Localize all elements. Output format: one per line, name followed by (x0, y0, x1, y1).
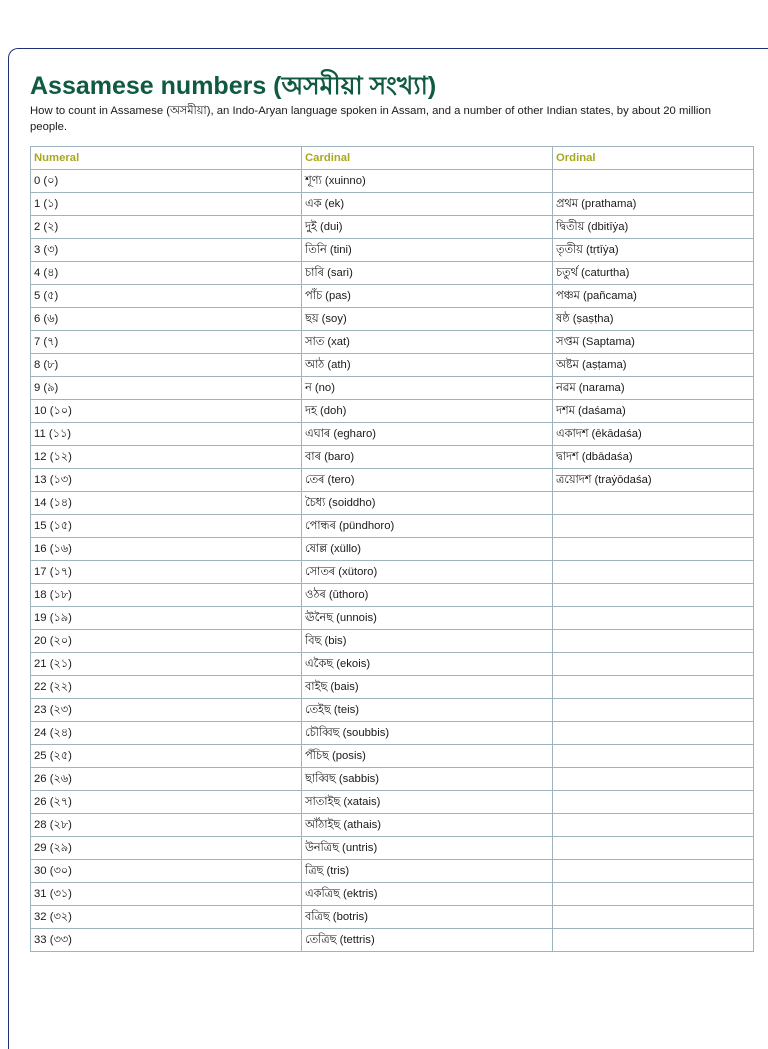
cardinal-cell: উনত্ৰিছ (untris) (302, 837, 553, 860)
ordinal-cell (553, 860, 754, 883)
ordinal-cell (553, 653, 754, 676)
ordinal-cell (553, 791, 754, 814)
cardinal-cell: ত্ৰিছ (tris) (302, 860, 553, 883)
ordinal-cell: দশম (daśama) (553, 400, 754, 423)
table-row (31, 423, 754, 446)
table-row (31, 538, 754, 561)
cardinal-cell: তেত্ৰিছ (tettris) (302, 929, 553, 952)
numeral-cell: 14 (১৪) (31, 492, 302, 515)
table-row (31, 469, 754, 492)
numeral-cell: 0 (০) (31, 170, 302, 193)
ordinal-cell: দ্বিতীয় (dbitīẏa) (553, 216, 754, 239)
table-row (31, 492, 754, 515)
numeral-cell: 23 (২৩) (31, 699, 302, 722)
page-title: Assamese numbers (অসমীয়া সংখ্যা) (30, 72, 437, 100)
table-row (31, 722, 754, 745)
table-row (31, 653, 754, 676)
ordinal-cell (553, 814, 754, 837)
numeral-cell: 33 (৩৩) (31, 929, 302, 952)
cardinal-cell: সাতাইছ (xatais) (302, 791, 553, 814)
numeral-cell: 20 (২০) (31, 630, 302, 653)
numeral-cell: 6 (৬) (31, 308, 302, 331)
numeral-cell: 18 (১৮) (31, 584, 302, 607)
numeral-cell: 22 (২২) (31, 676, 302, 699)
cardinal-cell: বাইছ (bais) (302, 676, 553, 699)
ordinal-cell (553, 561, 754, 584)
numeral-cell: 29 (২৯) (31, 837, 302, 860)
numeral-cell: 9 (৯) (31, 377, 302, 400)
ordinal-cell: চতুৰ্থ (caturtha) (553, 262, 754, 285)
ordinal-column-header: Ordinal (553, 147, 754, 170)
ordinal-cell (553, 837, 754, 860)
ordinal-cell (553, 722, 754, 745)
numeral-cell: 11 (১১) (31, 423, 302, 446)
numeral-cell: 31 (৩১) (31, 883, 302, 906)
table-row (31, 676, 754, 699)
numeral-cell: 4 (৪) (31, 262, 302, 285)
table-row (31, 193, 754, 216)
ordinal-cell (553, 768, 754, 791)
table-row (31, 630, 754, 653)
cardinal-cell: চৈধ্য (soiddho) (302, 492, 553, 515)
cardinal-cell: চাৰি (sari) (302, 262, 553, 285)
ordinal-cell (553, 538, 754, 561)
table-row (31, 515, 754, 538)
ordinal-cell (553, 676, 754, 699)
table-row (31, 446, 754, 469)
table-row (31, 607, 754, 630)
numeral-cell: 2 (২) (31, 216, 302, 239)
cardinal-cell: আঠ (ath) (302, 354, 553, 377)
ordinal-cell: দ্বাদশ (dbādaśa) (553, 446, 754, 469)
table-row (31, 699, 754, 722)
table-row (31, 837, 754, 860)
table-row (31, 745, 754, 768)
numeral-cell: 25 (২৫) (31, 745, 302, 768)
table-row (31, 768, 754, 791)
cardinal-cell: একৈছ (ekois) (302, 653, 553, 676)
numeral-cell: 1 (১) (31, 193, 302, 216)
cardinal-cell: এক (ek) (302, 193, 553, 216)
table-row (31, 883, 754, 906)
ordinal-cell: প্ৰথম (prathama) (553, 193, 754, 216)
table-row (31, 354, 754, 377)
cardinal-column-header: Cardinal (302, 147, 553, 170)
numeral-cell: 13 (১৩) (31, 469, 302, 492)
numeral-cell: 10 (১০) (31, 400, 302, 423)
ordinal-cell (553, 699, 754, 722)
numeral-cell: 32 (৩২) (31, 906, 302, 929)
ordinal-cell: ষষ্ঠ (ṣaṣṭha) (553, 308, 754, 331)
ordinal-cell: নৱম (narama) (553, 377, 754, 400)
cardinal-cell: ন (no) (302, 377, 553, 400)
table-row (31, 308, 754, 331)
ordinal-cell (553, 607, 754, 630)
cardinal-cell: দহ (doh) (302, 400, 553, 423)
ordinal-cell (553, 929, 754, 952)
numeral-cell: 26 (২৭) (31, 791, 302, 814)
cardinal-cell: ছাব্বিছ (sabbis) (302, 768, 553, 791)
numeral-cell: 24 (২৪) (31, 722, 302, 745)
ordinal-cell (553, 630, 754, 653)
numeral-cell: 7 (৭) (31, 331, 302, 354)
ordinal-cell (553, 906, 754, 929)
table-row (31, 216, 754, 239)
table-row (31, 929, 754, 952)
numeral-cell: 16 (১৬) (31, 538, 302, 561)
cardinal-cell: শূণ্য (xuinno) (302, 170, 553, 193)
numeral-cell: 15 (১৫) (31, 515, 302, 538)
table-row (31, 906, 754, 929)
cardinal-cell: সাত (xat) (302, 331, 553, 354)
numeral-cell: 12 (১২) (31, 446, 302, 469)
cardinal-cell: বিছ (bis) (302, 630, 553, 653)
table-row (31, 377, 754, 400)
numeral-cell: 26 (২৬) (31, 768, 302, 791)
cardinal-cell: এঘাৰ (egharo) (302, 423, 553, 446)
ordinal-cell: ত্ৰয়োদশ (traẏōdaśa) (553, 469, 754, 492)
cardinal-cell: বত্ৰিছ (botris) (302, 906, 553, 929)
table-row (31, 561, 754, 584)
table-row (31, 262, 754, 285)
table-header-row (31, 147, 754, 170)
numeral-cell: 30 (৩০) (31, 860, 302, 883)
cardinal-cell: বাৰ (baro) (302, 446, 553, 469)
cardinal-cell: ঊনৈছ (unnois) (302, 607, 553, 630)
cardinal-cell: তিনি (tini) (302, 239, 553, 262)
ordinal-cell: সপ্তম (Saptama) (553, 331, 754, 354)
table-row (31, 860, 754, 883)
ordinal-cell: একাদশ (ēkādaśa) (553, 423, 754, 446)
ordinal-cell: অষ্টম (aṣṭama) (553, 354, 754, 377)
table-row (31, 791, 754, 814)
table-row (31, 170, 754, 193)
table-row (31, 285, 754, 308)
table-row (31, 331, 754, 354)
cardinal-cell: পোন্ধৰ (pündhoro) (302, 515, 553, 538)
cardinal-cell: দুই (dui) (302, 216, 553, 239)
ordinal-cell (553, 170, 754, 193)
cardinal-cell: চৌব্বিছ (soubbis) (302, 722, 553, 745)
numbers-table (30, 146, 754, 952)
table-row (31, 239, 754, 262)
ordinal-cell (553, 883, 754, 906)
numeral-cell: 3 (৩) (31, 239, 302, 262)
cardinal-cell: সোতৰ (xütoro) (302, 561, 553, 584)
ordinal-cell: পঞ্চম (pañcama) (553, 285, 754, 308)
cardinal-cell: ওঠৰ (ūthoro) (302, 584, 553, 607)
table-body (31, 170, 754, 952)
table-row (31, 814, 754, 837)
ordinal-cell (553, 745, 754, 768)
numeral-cell: 21 (২১) (31, 653, 302, 676)
numeral-cell: 5 (৫) (31, 285, 302, 308)
ordinal-cell: তৃতীয় (tṛtīẏa) (553, 239, 754, 262)
cardinal-cell: পঁচিছ (posis) (302, 745, 553, 768)
cardinal-cell: আঁঠাইছ (athais) (302, 814, 553, 837)
numeral-cell: 8 (৮) (31, 354, 302, 377)
numeral-cell: 19 (১৯) (31, 607, 302, 630)
ordinal-cell (553, 492, 754, 515)
numeral-cell: 28 (২৮) (31, 814, 302, 837)
numeral-cell: 17 (১৭) (31, 561, 302, 584)
cardinal-cell: ষোল্ল (xüllo) (302, 538, 553, 561)
cardinal-cell: তেৰ (tero) (302, 469, 553, 492)
cardinal-cell: ছয় (soy) (302, 308, 553, 331)
table-row (31, 400, 754, 423)
numeral-column-header: Numeral (31, 147, 302, 170)
ordinal-cell (553, 584, 754, 607)
intro-text: How to count in Assamese (অসমীয়া), an Indo-Aryan language spoken in Assam, and a number of other Indian states, by about 20 million people. (30, 105, 711, 133)
table-row (31, 584, 754, 607)
cardinal-cell: পাঁচ (pas) (302, 285, 553, 308)
cardinal-cell: তেইছ (teis) (302, 699, 553, 722)
cardinal-cell: একত্ৰিছ (ektris) (302, 883, 553, 906)
ordinal-cell (553, 515, 754, 538)
